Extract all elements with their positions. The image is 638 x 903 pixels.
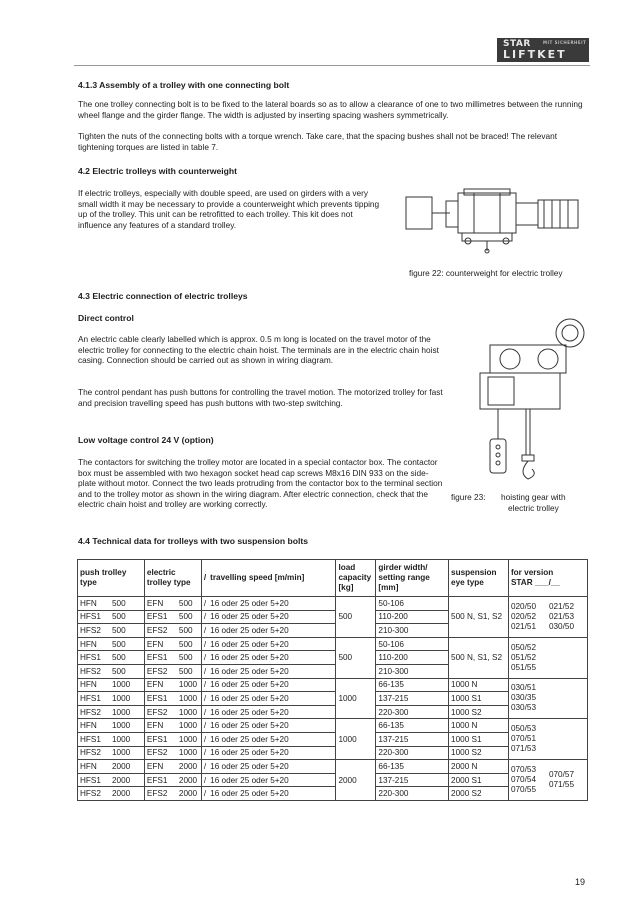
speed-slash: / xyxy=(203,612,207,622)
push-trolley-cell-type: HFN xyxy=(80,680,97,690)
version-list-1: 070/53 070/54 070/55 xyxy=(510,765,536,795)
push-trolley-cell-type: HFS1 xyxy=(80,653,101,663)
push-trolley-cell-capacity: 2000 xyxy=(112,775,131,785)
suspension-eye-cell: 2000 N xyxy=(449,760,509,774)
push-trolley-cell xyxy=(78,664,145,678)
electric-trolley-cell-capacity: 500 xyxy=(178,612,193,622)
trolley-technical-data-table xyxy=(77,559,588,801)
col-header-slash: / xyxy=(203,573,207,582)
electric-trolley-cell-type: EFN xyxy=(146,639,164,649)
electric-trolley-cell-type: EFS2 xyxy=(146,748,168,758)
col-header-load-capacity: load capacity [kg] xyxy=(336,560,376,597)
section-4-2-title: 4.2 Electric trolleys with counterweight xyxy=(78,166,238,176)
version-list-2: 070/57 071/55 xyxy=(548,770,574,790)
electric-trolley-cell-capacity: 1000 xyxy=(178,693,198,703)
logo-bottom-text: LIFTKET xyxy=(503,48,567,61)
speed-slash: / xyxy=(203,666,207,676)
suspension-eye-cell: 1000 S2 xyxy=(449,746,509,760)
speed-slash: / xyxy=(203,789,207,799)
speed-value: 16 oder 25 oder 5+20 xyxy=(210,653,289,663)
push-trolley-cell xyxy=(78,705,145,719)
push-trolley-cell xyxy=(78,597,145,611)
suspension-eye-cell: 2000 S2 xyxy=(449,787,509,801)
push-trolley-cell xyxy=(78,692,145,706)
speed-slash: / xyxy=(203,653,207,663)
load-capacity-cell: 1000 xyxy=(336,719,376,760)
version-columns xyxy=(511,602,585,632)
version-cell xyxy=(508,637,587,678)
push-trolley-cell-capacity: 1000 xyxy=(112,707,131,717)
figure-23-caption-line-1: hoisting gear with xyxy=(501,492,566,502)
push-trolley-cell-type: HFS1 xyxy=(80,775,101,785)
girder-width-cell: 220-300 xyxy=(376,705,449,719)
electric-trolley-cell-type: EFS2 xyxy=(146,707,168,717)
girder-width-cell: 220-300 xyxy=(376,787,449,801)
suspension-eye-cell: 1000 S2 xyxy=(449,705,509,719)
push-trolley-cell-capacity: 1000 xyxy=(112,721,131,731)
speed-slash: / xyxy=(203,748,207,758)
electric-trolley-cell xyxy=(144,746,201,760)
speed-slash: / xyxy=(203,639,207,649)
table-row xyxy=(78,637,588,651)
push-trolley-cell-capacity: 500 xyxy=(112,612,126,622)
push-trolley-cell-capacity: 2000 xyxy=(112,789,131,799)
electric-trolley-cell-capacity: 500 xyxy=(178,666,193,676)
speed-slash: / xyxy=(203,598,207,608)
table-row xyxy=(78,678,588,692)
electric-trolley-cell-capacity: 2000 xyxy=(178,789,198,799)
col-header-version-line-1: for version xyxy=(510,568,554,577)
girder-width-cell: 50-106 xyxy=(376,637,449,651)
electric-trolley-cell-capacity: 500 xyxy=(178,653,193,663)
electric-trolley-cell xyxy=(144,664,201,678)
electric-trolley-cell-type: EFS1 xyxy=(146,693,168,703)
electric-trolley-cell-type: EFN xyxy=(146,721,164,731)
speed-slash: / xyxy=(203,734,207,744)
travelling-speed-cell xyxy=(201,678,336,692)
suspension-eye-cell: 1000 N xyxy=(449,719,509,733)
push-trolley-cell-type: HFS2 xyxy=(80,625,101,635)
version-cell xyxy=(508,678,587,719)
electric-trolley-cell xyxy=(144,719,201,733)
speed-value: 16 oder 25 oder 5+20 xyxy=(210,789,289,799)
speed-slash: / xyxy=(203,693,207,703)
speed-value: 16 oder 25 oder 5+20 xyxy=(210,639,289,649)
company-logo xyxy=(497,38,589,62)
girder-width-cell: 110-200 xyxy=(376,610,449,624)
travelling-speed-cell xyxy=(201,597,336,611)
electric-trolley-cell-capacity: 1000 xyxy=(178,734,198,744)
suspension-eye-cell: 500 N, S1, S2 xyxy=(449,637,509,678)
version-cell xyxy=(508,597,587,638)
col-header-electric-trolley xyxy=(144,560,201,597)
electric-trolley-cell-capacity: 1000 xyxy=(178,721,198,731)
col-header-travelling-speed xyxy=(201,560,336,597)
push-trolley-cell-type: HFS2 xyxy=(80,789,101,799)
col-header-version xyxy=(508,560,587,597)
speed-value: 16 oder 25 oder 5+20 xyxy=(210,693,289,703)
travelling-speed-cell xyxy=(201,719,336,733)
load-capacity-cell: 500 xyxy=(336,597,376,638)
push-trolley-cell-type: HFN xyxy=(80,761,97,771)
push-trolley-cell-type: HFN xyxy=(80,721,97,731)
load-capacity-cell: 500 xyxy=(336,637,376,678)
col-header-version-line-2: STAR ___/__ xyxy=(510,578,560,587)
push-trolley-cell-capacity: 1000 xyxy=(112,680,131,690)
table-row xyxy=(78,760,588,774)
speed-value: 16 oder 25 oder 5+20 xyxy=(210,748,289,758)
header-rule xyxy=(74,65,590,66)
speed-slash: / xyxy=(203,775,207,785)
table-row xyxy=(78,597,588,611)
speed-value: 16 oder 25 oder 5+20 xyxy=(210,721,289,731)
electric-trolley-cell-type: EFN xyxy=(146,598,164,608)
speed-value: 16 oder 25 oder 5+20 xyxy=(210,775,289,785)
section-4-4-title: 4.4 Technical data for trolleys with two suspension bolts xyxy=(78,536,309,546)
push-trolley-cell xyxy=(78,610,145,624)
table-body xyxy=(78,597,588,801)
electric-trolley-cell-capacity: 500 xyxy=(178,598,193,608)
travelling-speed-cell xyxy=(201,746,336,760)
push-trolley-cell xyxy=(78,760,145,774)
travelling-speed-cell xyxy=(201,651,336,665)
push-trolley-cell xyxy=(78,787,145,801)
speed-value: 16 oder 25 oder 5+20 xyxy=(210,598,289,608)
section-4-3-title: 4.3 Electric connection of electric trolleys xyxy=(78,291,248,301)
low-voltage-control-heading: Low voltage control 24 V (option) xyxy=(78,435,214,445)
travelling-speed-cell xyxy=(201,760,336,774)
version-list: 050/53 070/51 071/53 xyxy=(510,724,536,754)
version-list-1: 020/50 020/52 021/51 xyxy=(510,601,536,631)
electric-trolley-cell-type: EFS1 xyxy=(146,612,168,622)
section-4-1-3-paragraph-1: The one trolley connecting bolt is to be fixed to the lateral boards so as to allow a clearance of one to two millimetres between the running wheel flange and the girder flange. The width is adjusted by inserting spacing washers symmetrically. xyxy=(78,99,583,120)
page-number: 19 xyxy=(575,877,586,887)
push-trolley-cell-capacity: 500 xyxy=(112,639,126,649)
version-cell xyxy=(508,719,587,760)
push-trolley-cell xyxy=(78,746,145,760)
hoisting-gear-figure xyxy=(470,315,590,485)
electric-trolley-cell xyxy=(144,678,201,692)
electric-trolley-cell-type: EFN xyxy=(146,761,164,771)
suspension-eye-cell: 1000 S1 xyxy=(449,732,509,746)
girder-width-cell: 66-135 xyxy=(376,760,449,774)
electric-trolley-cell-type: EFS2 xyxy=(146,666,168,676)
speed-slash: / xyxy=(203,761,207,771)
electric-trolley-cell-type: EFS1 xyxy=(146,734,168,744)
speed-value: 16 oder 25 oder 5+20 xyxy=(210,612,289,622)
push-trolley-cell xyxy=(78,719,145,733)
speed-slash: / xyxy=(203,721,207,731)
push-trolley-cell-capacity: 500 xyxy=(112,666,126,676)
suspension-eye-cell: 500 N, S1, S2 xyxy=(449,597,509,638)
figure-22-caption: figure 22: counterweight for electric trolley xyxy=(409,268,563,278)
push-trolley-cell-type: HFS1 xyxy=(80,734,101,744)
suspension-eye-cell: 1000 S1 xyxy=(449,692,509,706)
girder-width-cell: 137-215 xyxy=(376,692,449,706)
girder-width-cell: 210-300 xyxy=(376,624,449,638)
push-trolley-cell xyxy=(78,637,145,651)
travelling-speed-cell xyxy=(201,610,336,624)
push-trolley-cell-capacity: 500 xyxy=(112,653,126,663)
travelling-speed-cell xyxy=(201,773,336,787)
girder-width-cell: 137-215 xyxy=(376,773,449,787)
suspension-eye-cell: 1000 N xyxy=(449,678,509,692)
push-trolley-cell-capacity: 500 xyxy=(112,598,126,608)
push-trolley-cell-type: HFS2 xyxy=(80,666,101,676)
col-header-electric-trolley-label: electric trolley type xyxy=(146,568,191,587)
version-list: 050/52 051/52 051/55 xyxy=(510,642,536,672)
speed-value: 16 oder 25 oder 5+20 xyxy=(210,707,289,717)
section-4-3-paragraph-1: An electric cable clearly labelled which is approx. 0.5 m long is located on the travel motor of the electric trolley for connecting to the electric chain hoist. The terminals are in the electric chain hoist casing. Connection should be carried out as shown in wiring diagram. xyxy=(78,334,439,366)
electric-trolley-cell xyxy=(144,760,201,774)
girder-width-cell: 66-135 xyxy=(376,678,449,692)
speed-value: 16 oder 25 oder 5+20 xyxy=(210,666,289,676)
electric-trolley-cell-capacity: 500 xyxy=(178,625,193,635)
electric-trolley-cell xyxy=(144,732,201,746)
electric-trolley-cell-type: EFN xyxy=(146,680,164,690)
section-4-3-paragraph-3: The contactors for switching the trolley motor are located in a special contactor box. The contactor box must be assembled with two hexagon socket head cap screws M8x16 DIN 933 on the side-plate without motor. Connect the two leads protruding from the contactor box to the terminal section and to the trolley motor as shown in the wiring diagram. After electric connection, check that the electric chain hoist and trolley are working correctly. xyxy=(78,457,443,510)
col-header-travelling-speed-label: travelling speed [m/min] xyxy=(210,573,305,582)
push-trolley-cell-type: HFS1 xyxy=(80,693,101,703)
push-trolley-cell xyxy=(78,773,145,787)
travelling-speed-cell xyxy=(201,664,336,678)
load-capacity-cell: 2000 xyxy=(336,760,376,801)
girder-width-cell: 110-200 xyxy=(376,651,449,665)
electric-trolley-cell-capacity: 1000 xyxy=(178,748,198,758)
electric-trolley-cell-capacity: 1000 xyxy=(178,707,198,717)
push-trolley-cell-capacity: 1000 xyxy=(112,693,131,703)
push-trolley-cell xyxy=(78,651,145,665)
push-trolley-cell-capacity: 500 xyxy=(112,625,126,635)
col-header-push-trolley: push trolley type xyxy=(78,560,145,597)
electric-trolley-cell xyxy=(144,651,201,665)
electric-trolley-cell-capacity: 2000 xyxy=(178,775,198,785)
section-4-2-paragraph: If electric trolleys, especially with double speed, are used on girders with a very small width it may be necessary to provide a counterweight which prevents tipping up of the trolley. This unit can be retrofitted to each trolley. This kit does not influence any features of a standard trolley. xyxy=(78,188,380,230)
push-trolley-cell-capacity: 1000 xyxy=(112,748,131,758)
girder-width-cell: 137-215 xyxy=(376,732,449,746)
speed-value: 16 oder 25 oder 5+20 xyxy=(210,625,289,635)
speed-slash: / xyxy=(203,680,207,690)
speed-value: 16 oder 25 oder 5+20 xyxy=(210,680,289,690)
push-trolley-cell xyxy=(78,732,145,746)
push-trolley-cell-type: HFS2 xyxy=(80,707,101,717)
travelling-speed-cell xyxy=(201,637,336,651)
electric-trolley-cell xyxy=(144,705,201,719)
electric-trolley-cell xyxy=(144,610,201,624)
logo-tagline: MIT SICHERHEIT xyxy=(543,40,587,45)
version-list-2: 021/52 021/53 030/50 xyxy=(548,601,574,631)
version-cell xyxy=(508,760,587,801)
section-4-1-3-paragraph-2: Tighten the nuts of the connecting bolts with a torque wrench. Take care, that the spacing bushes shall not be braced! The relevant tightening torques are listed in table 7. xyxy=(78,131,558,152)
figure-23-caption-label: figure 23: xyxy=(451,492,486,502)
section-4-1-3-title: 4.1.3 Assembly of a trolley with one connecting bolt xyxy=(78,80,290,90)
speed-slash: / xyxy=(203,707,207,717)
figure-23-caption-line-2: electric trolley xyxy=(508,503,559,513)
travelling-speed-cell xyxy=(201,705,336,719)
girder-width-cell: 66-135 xyxy=(376,719,449,733)
electric-trolley-cell-capacity: 1000 xyxy=(178,680,198,690)
girder-width-cell: 210-300 xyxy=(376,664,449,678)
travelling-speed-cell xyxy=(201,692,336,706)
speed-value: 16 oder 25 oder 5+20 xyxy=(210,761,289,771)
girder-width-cell: 50-106 xyxy=(376,597,449,611)
electric-trolley-cell-type: EFS1 xyxy=(146,775,168,785)
electric-trolley-cell-type: EFS2 xyxy=(146,789,168,799)
push-trolley-cell xyxy=(78,678,145,692)
suspension-eye-cell: 2000 S1 xyxy=(449,773,509,787)
electric-trolley-cell xyxy=(144,624,201,638)
table-row xyxy=(78,719,588,733)
logo-top-text: STAR xyxy=(503,39,531,49)
travelling-speed-cell xyxy=(201,787,336,801)
speed-value: 16 oder 25 oder 5+20 xyxy=(210,734,289,744)
direct-control-heading: Direct control xyxy=(78,313,134,323)
travelling-speed-cell xyxy=(201,624,336,638)
counterweight-figure xyxy=(402,185,588,255)
electric-trolley-cell xyxy=(144,597,201,611)
electric-trolley-cell xyxy=(144,787,201,801)
push-trolley-cell-capacity: 1000 xyxy=(112,734,131,744)
section-4-3-paragraph-2: The control pendant has push buttons for controlling the travel motion. The motorized trolley for fast and precision travelling speed has push buttons with two-step switching. xyxy=(78,387,443,408)
col-header-girder-width: girder width/ setting range [mm] xyxy=(376,560,449,597)
version-columns xyxy=(511,765,585,795)
electric-trolley-cell xyxy=(144,773,201,787)
speed-slash: / xyxy=(203,625,207,635)
push-trolley-cell-type: HFN xyxy=(80,639,97,649)
load-capacity-cell: 1000 xyxy=(336,678,376,719)
push-trolley-cell-type: HFN xyxy=(80,598,97,608)
girder-width-cell: 220-300 xyxy=(376,746,449,760)
version-list: 030/51 030/35 030/53 xyxy=(510,683,536,713)
electric-trolley-cell xyxy=(144,637,201,651)
push-trolley-cell-capacity: 2000 xyxy=(112,761,131,771)
travelling-speed-cell xyxy=(201,732,336,746)
electric-trolley-cell-type: EFS1 xyxy=(146,653,168,663)
electric-trolley-cell xyxy=(144,692,201,706)
push-trolley-cell-type: HFS2 xyxy=(80,748,101,758)
push-trolley-cell-type: HFS1 xyxy=(80,612,101,622)
push-trolley-cell xyxy=(78,624,145,638)
col-header-suspension-eye: suspension eye type xyxy=(449,560,509,597)
electric-trolley-cell-type: EFS2 xyxy=(146,625,168,635)
table-header-row xyxy=(78,560,588,597)
electric-trolley-cell-capacity: 500 xyxy=(178,639,193,649)
electric-trolley-cell-capacity: 2000 xyxy=(178,761,198,771)
